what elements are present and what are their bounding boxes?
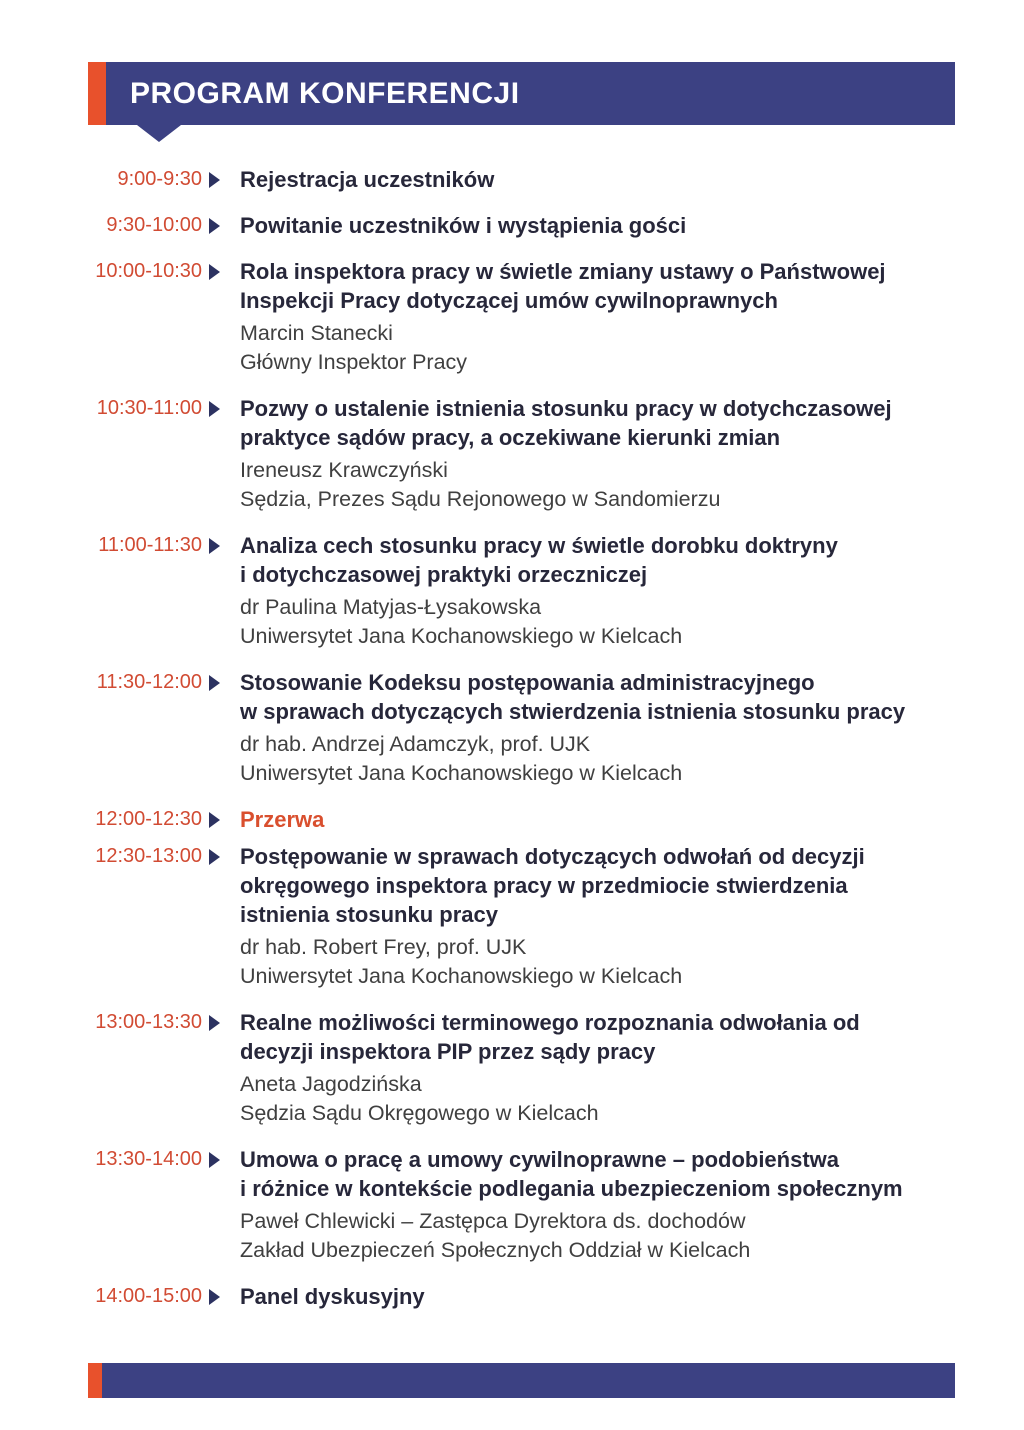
session-title-line: Panel dyskusyjny (240, 1284, 425, 1309)
arrow-cell (202, 1282, 240, 1311)
right-arrow-icon (209, 401, 220, 417)
session-title-line: Postępowanie w sprawach dotyczących odwołań od decyzji (240, 844, 865, 869)
speaker-block (240, 456, 978, 514)
speaker-block (240, 1070, 978, 1128)
right-arrow-icon (209, 1152, 220, 1168)
session-title (240, 842, 978, 929)
footer-accent-bar (88, 1363, 102, 1398)
header-banner (88, 62, 955, 125)
footer-banner (88, 1363, 955, 1398)
right-arrow-icon (209, 675, 220, 691)
right-arrow-icon (209, 538, 220, 554)
schedule-item (88, 805, 978, 834)
arrow-cell (202, 1008, 240, 1128)
time-range: 11:30-12:00 (96, 671, 202, 693)
session-title (240, 531, 978, 589)
speaker-line: Sędzia, Prezes Sądu Rejonowego w Sandomierzu (240, 487, 721, 511)
right-arrow-icon (209, 812, 220, 828)
speaker-line: Uniwersytet Jana Kochanowskiego w Kielcach (240, 761, 683, 785)
session-content (240, 394, 978, 514)
session-title (240, 165, 978, 194)
session-title-line: w sprawach dotyczących stwierdzenia istnienia stosunku pracy (240, 699, 906, 724)
arrow-cell (202, 805, 240, 834)
time-range: 10:00-10:30 (95, 260, 202, 282)
time-range: 13:30-14:00 (95, 1148, 202, 1170)
session-title-line: Analiza cech stosunku pracy w świetle dorobku doktryny (240, 533, 838, 558)
schedule-item (88, 165, 978, 194)
speaker-line: Ireneusz Krawczyński (240, 458, 448, 482)
time-range: 12:30-13:00 (95, 845, 202, 867)
speaker-line: Zakład Ubezpieczeń Społecznych Oddział w Kielcach (240, 1238, 751, 1262)
speaker-line: Uniwersytet Jana Kochanowskiego w Kielcach (240, 624, 683, 648)
session-content (240, 805, 978, 834)
session-title (240, 1008, 978, 1066)
time-range: 11:00-11:30 (98, 534, 202, 556)
schedule-item (88, 1145, 978, 1265)
session-title-line: i dotychczasowej praktyki orzeczniczej (240, 562, 648, 587)
session-content (240, 531, 978, 651)
arrow-cell (202, 394, 240, 514)
schedule-item (88, 531, 978, 651)
arrow-cell (202, 531, 240, 651)
speaker-line: Główny Inspektor Pracy (240, 350, 468, 374)
session-title-line: Stosowanie Kodeksu postępowania administracyjnego (240, 670, 815, 695)
speaker-block (240, 730, 978, 788)
schedule-item (88, 394, 978, 514)
right-arrow-icon (209, 1289, 220, 1305)
session-title-line: Inspekcji Pracy dotyczącej umów cywilnoprawnych (240, 288, 778, 313)
schedule-item (88, 1282, 978, 1311)
session-title (240, 1282, 978, 1311)
session-title-line: Powitanie uczestników i wystąpienia gości (240, 213, 687, 238)
header-accent-bar (88, 62, 106, 125)
arrow-cell (202, 668, 240, 788)
session-title-line: Rola inspektora pracy w świetle zmiany ustawy o Państwowej (240, 259, 886, 284)
schedule-item (88, 257, 978, 377)
schedule-item (88, 211, 978, 240)
session-title (240, 257, 978, 315)
time-range: 13:00-13:30 (95, 1011, 202, 1033)
speaker-line: Uniwersytet Jana Kochanowskiego w Kielcach (240, 964, 683, 988)
session-title (240, 394, 978, 452)
session-content (240, 211, 978, 240)
session-title-line: Przerwa (240, 807, 325, 832)
session-content (240, 257, 978, 377)
session-title (240, 1145, 978, 1203)
header-title-bar (106, 62, 955, 125)
session-content (240, 165, 978, 194)
session-title-line: istnienia stosunku pracy (240, 902, 498, 927)
session-title-line: praktyce sądów pracy, a oczekiwane kierunki zmian (240, 425, 781, 450)
speaker-block (240, 933, 978, 991)
time-range: 12:00-12:30 (95, 808, 202, 830)
session-title-line: Realne możliwości terminowego rozpoznania odwołania od (240, 1010, 860, 1035)
time-range: 14:00-15:00 (95, 1285, 202, 1307)
speaker-line: Sędzia Sądu Okręgowego w Kielcach (240, 1101, 599, 1125)
session-content (240, 668, 978, 788)
time-range: 9:30-10:00 (106, 214, 202, 236)
speaker-block (240, 319, 978, 377)
schedule-item (88, 842, 978, 991)
right-arrow-icon (209, 218, 220, 234)
right-arrow-icon (209, 1015, 220, 1031)
schedule-item (88, 1008, 978, 1128)
session-content (240, 1282, 978, 1311)
session-title (240, 211, 978, 240)
session-title-line: i różnice w kontekście podlegania ubezpieczeniom społecznym (240, 1176, 903, 1201)
speaker-line: dr hab. Andrzej Adamczyk, prof. UJK (240, 732, 591, 756)
session-content (240, 842, 978, 991)
session-title-line: Pozwy o ustalenie istnienia stosunku pracy w dotychczasowej (240, 396, 892, 421)
session-title-line: decyzji inspektora PIP przez sądy pracy (240, 1039, 656, 1064)
arrow-cell (202, 1145, 240, 1265)
right-arrow-icon (209, 264, 220, 280)
session-title-line: Rejestracja uczestników (240, 167, 495, 192)
header-tail-pointer-icon (137, 125, 181, 142)
arrow-cell (202, 211, 240, 240)
arrow-cell (202, 842, 240, 991)
right-arrow-icon (209, 849, 220, 865)
schedule-list (88, 165, 978, 1328)
speaker-block (240, 1207, 978, 1265)
time-range: 9:00-9:30 (117, 168, 202, 190)
session-title-line: Umowa o pracę a umowy cywilnoprawne – podobieństwa (240, 1147, 840, 1172)
arrow-cell (202, 165, 240, 194)
schedule-item (88, 668, 978, 788)
right-arrow-icon (209, 172, 220, 188)
speaker-block (240, 593, 978, 651)
speaker-line: dr hab. Robert Frey, prof. UJK (240, 935, 527, 959)
session-title-line: okręgowego inspektora pracy w przedmiocie stwierdzenia (240, 873, 848, 898)
session-title (240, 805, 978, 834)
speaker-line: Paweł Chlewicki – Zastępca Dyrektora ds. dochodów (240, 1209, 746, 1233)
page-title: PROGRAM KONFERENCJI (130, 76, 520, 110)
footer-bar (102, 1363, 955, 1398)
speaker-line: dr Paulina Matyjas-Łysakowska (240, 595, 542, 619)
session-content (240, 1008, 978, 1128)
speaker-line: Aneta Jagodzińska (240, 1072, 422, 1096)
arrow-cell (202, 257, 240, 377)
session-title (240, 668, 978, 726)
session-content (240, 1145, 978, 1265)
time-range: 10:30-11:00 (96, 397, 202, 419)
speaker-line: Marcin Stanecki (240, 321, 393, 345)
